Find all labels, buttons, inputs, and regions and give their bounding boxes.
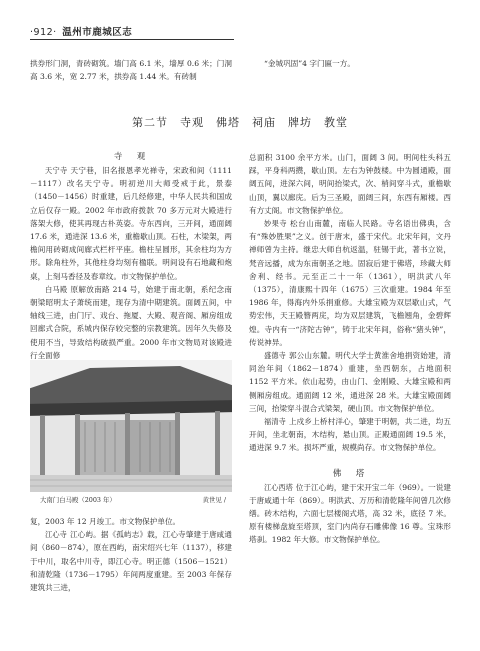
subhead-temples: 寺 观 <box>113 152 149 162</box>
header-rule <box>30 39 234 40</box>
caption-text: 大南门白马殿（2003 年） <box>40 496 116 504</box>
entry-text: 郭公山东麓。明代大学士黄淮舍地捐资始建，清同治年间（1862－1874）重建，坐西朝东，占地面积 1152 平方米。依山起势，由山门、金刚殿、大雄宝殿和两侧厢房组成。通面阔 12 米，通进深 28 米。大雄宝殿面阔三间，抬梁穿斗混合式梁架，硬山顶。市文物保护单位。 <box>249 351 451 413</box>
left-column <box>30 150 232 362</box>
entry-shengshui <box>249 349 451 415</box>
entry-name: 福清寺 <box>264 417 286 427</box>
entry-text: 上戍乡上桥村洋心，肇建于明朝，共二进，均五开间，坐北朝南，木结构，悬山顶。正殿通面阔 19.5 米，通进深 9.7 米。损坏严重，规模尚存。市文物保护单位。 <box>249 417 451 453</box>
right-column <box>249 151 451 547</box>
entry-text: 天宁巷，旧名报恩孝光禅寺，宋政和间（1111－1117）改名天宁寺。明初逆川大师受戒于此，景泰（1450－1456）时重建，后几经修建，中华人民共和国成立后仅存一殿。2002 年市政府拨款 70 多万元对大殿进行落架大修，使其再现古朴英姿。寺东西向，三开间，通面阔 17.6 米，通进深 13.6 米，重檐歇山顶。石柱，木梁架，两檐间用砖砌成间廊式栏杆平座。檐柱呈圆形，其余柱均为方形。除角柱外，其他柱身均刻有楹联。明间设有石地藏和炮桌，上刻马香径及春章纹。市文物保护单位。 <box>30 166 232 281</box>
entry-baima-continued: 复，2003 年 12 月竣工。市文物保护单位。 <box>30 517 181 526</box>
temple-photo <box>30 360 232 492</box>
entry-miaoguo <box>249 217 451 349</box>
entry-name: 白马殿 <box>45 284 68 294</box>
book-title: 温州市鹿城区志 <box>62 27 133 38</box>
intro-right-text: “金城巩固”4 字门匾一方。 <box>264 59 355 68</box>
caption-credit: 黄世见 / <box>202 496 226 504</box>
subhead-pagodas: 佛 塔 <box>332 468 368 479</box>
entry-name: 盛德寺 <box>264 351 286 361</box>
running-header <box>30 24 132 38</box>
entry-tianning <box>30 164 232 283</box>
entry-text: 位于江心屿，建于宋开宝二年（969）。一说建于唐咸通十年（869）。明洪武、万历和清乾隆年间曾几次修缮。砖木结构，六面七层楼阁式塔，高 32 米，底径 7 米。原有楼梯盘旋至塔顶，室门内尚存石雕佛像 16 尊。宝珠形塔刹。1982 年大修。市文物保护单位。 <box>249 482 451 545</box>
entry-jiangxin <box>30 528 232 594</box>
page-number: ·912· <box>30 27 57 38</box>
intro-left-column <box>30 57 232 83</box>
entry-text: 原解放南路 214 号，始建于南北朝，系纪念南朝梁昭明太子萧统而建，现存为清中期建筑。面阔五间，中轴线三进，由门厅、戏台、拖厦、大殿、观音阁、厢房组成回廊式合院，系城内保存较完整的宗教建筑。因年久失修及使用不当，导致结构破损严重。2000 年市文物局对该殿进行全面修 <box>30 284 232 360</box>
intro-left-text: 拱券形门洞，青砖砌筑。墙门高 6.1 米，墙厚 0.6 米；门洞高 3.6 米，宽 2.77 米，拱券高 1.44 米。有砖制 <box>30 59 232 82</box>
entry-text: 江心屿。据《孤屿志》载，江心寺肇建于唐咸通间（860－874），原在西屿，南宋绍兴七年（1137），移建于中川，取名中川寺，即江心寺。明正德（1506－1521）和清乾隆（1736－1795）年间两度重建。至 2003 年保存建筑共三进， <box>30 530 232 593</box>
intro-right-column <box>249 57 451 70</box>
section-title: 第二节 寺观 佛塔 祠庙 牌坊 教堂 <box>132 116 348 129</box>
entry-name: 江心寺 <box>45 530 67 540</box>
left-column-continued <box>30 515 232 594</box>
photo-baima-hall <box>30 360 232 492</box>
entry-jiangxin-west-pagoda <box>249 481 451 547</box>
entry-name: 妙果寺 <box>264 219 288 229</box>
entry-jiangxin-continued: 总面积 3100 余平方米。山门，面阔 3 间。明间柱头科五踩，平身科两攒，歇山顶。左右为钟鼓楼。中为圆通殿，面阔五间，进深六间，明间抬梁式，次、梢间穿斗式，重檐歇山顶，翼以廊庑。后为三圣殿，面阔三间，东西有厢楼。西有方丈阁。市文物保护单位。 <box>249 153 451 215</box>
entry-text: 松台山南麓，南临人民路。寺名语出佛典，含有“殊妙胜果”之义。创于唐末，盛于宋代。北宋年间，文丹禅师曾为主持。继忠大师自杭返温，驻锡于此，著书立说，梵音远播，成为东南朝圣之地。固寂后建于佛塔，珍藏大师舍利、经书。元至正二十一年（1361），明洪武八年（1375），清康熙十四年（1675）三次重建。1984 年至 1986 年，得海内外乐捐重修。大雄宝殿为双层歇山式，气势宏伟，天王殿簪两庑，均为双层建筑，飞檐翘角，金碧辉煌。寺内有一“济陀古钟”，铸于北宋年间，俗称“猪头钟”，传说神异。 <box>249 219 451 347</box>
entry-baima <box>30 283 232 362</box>
entry-name: 江心西塔 <box>264 482 293 492</box>
entry-fuqing <box>249 415 451 455</box>
entry-name: 天宁寺 <box>45 166 68 175</box>
photo-caption <box>30 495 232 504</box>
